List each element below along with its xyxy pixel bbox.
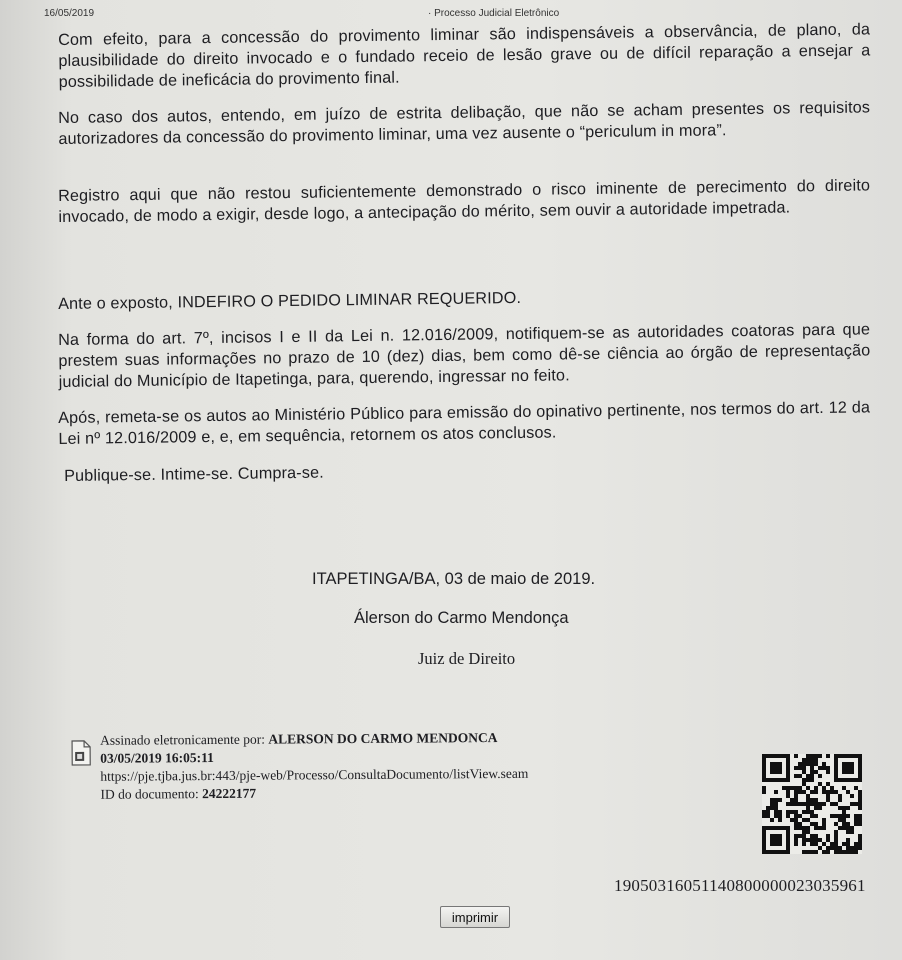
- electronic-signature-block: [70, 728, 630, 804]
- judge-title: Juiz de Direito: [418, 649, 516, 668]
- verification-code: 19050316051140800000023035961: [614, 876, 866, 895]
- judge-name: Álerson do Carmo Mendonça: [354, 609, 569, 627]
- paragraph-remit: Após, remeta-se os autos ao Ministério Público para emissão do opinativo pertinente, nos termos do art. 12 da Lei nº 12.016/2009 e, e, em sequência, retornem os atos conclusos.: [58, 398, 871, 448]
- signer-name: ALERSON DO CARMO MENDONCA: [268, 730, 498, 747]
- paragraph-publish: Publique-se. Intime-se. Cumpra-se.: [64, 463, 324, 485]
- signature-timestamp: 03/05/2019 16:05:11: [100, 749, 214, 766]
- print-button[interactable]: imprimir: [440, 906, 510, 928]
- paragraph-1: Com efeito, para a concessão do provimento liminar são indispensáveis a observância, de plano, da plausibilidade do direito invocado e o fundado receio de lesão grave ou de difícil reparação a ensejar a possibilidade de ineficácia do provimento final.: [58, 20, 871, 91]
- header-title: · Processo Judicial Eletrônico: [428, 8, 560, 19]
- paragraph-3: Registro aqui que não restou suficientemente demonstrado o risco iminente de perecimento do direito invocado, de modo a exigir, desde logo, a antecipação do mérito, sem ouvir a autoridade impetrada.: [58, 176, 871, 226]
- verification-url: https://pje.tjba.jus.br:443/pje-web/Processo/ConsultaDocumento/listView.seam: [100, 765, 529, 784]
- qr-code: [762, 754, 862, 854]
- signed-by-line: Assinado eletronicamente por: ALERSON DO CARMO MENDONCA: [100, 730, 498, 748]
- document-id: 24222177: [201, 785, 257, 802]
- place-date: ITAPETINGA/BA, 03 de maio de 2019.: [312, 570, 596, 588]
- document-id-line: ID do documento: 24222177: [100, 785, 257, 802]
- document-icon: [70, 740, 92, 766]
- paragraph-decision: Ante o exposto, INDEFIRO O PEDIDO LIMINAR REQUERIDO.: [58, 288, 522, 313]
- paragraph-notification: Na forma do art. 7º, incisos I e II da Lei n. 12.016/2009, notifiquem-se as autoridades coatoras para que prestem suas informações no prazo de 10 (dez) dias, bem como dê-se ciência ao órgão de representação judicial do Município de Itapetinga, para, querendo, ingressar no feito.: [58, 320, 871, 391]
- paragraph-2: No caso dos autos, entendo, em juízo de estrita delibação, que não se acham presentes os requisitos autorizadores da concessão do provimento liminar, uma vez ausente o “periculum in mora”.: [58, 98, 871, 148]
- print-date: 16/05/2019: [44, 8, 95, 19]
